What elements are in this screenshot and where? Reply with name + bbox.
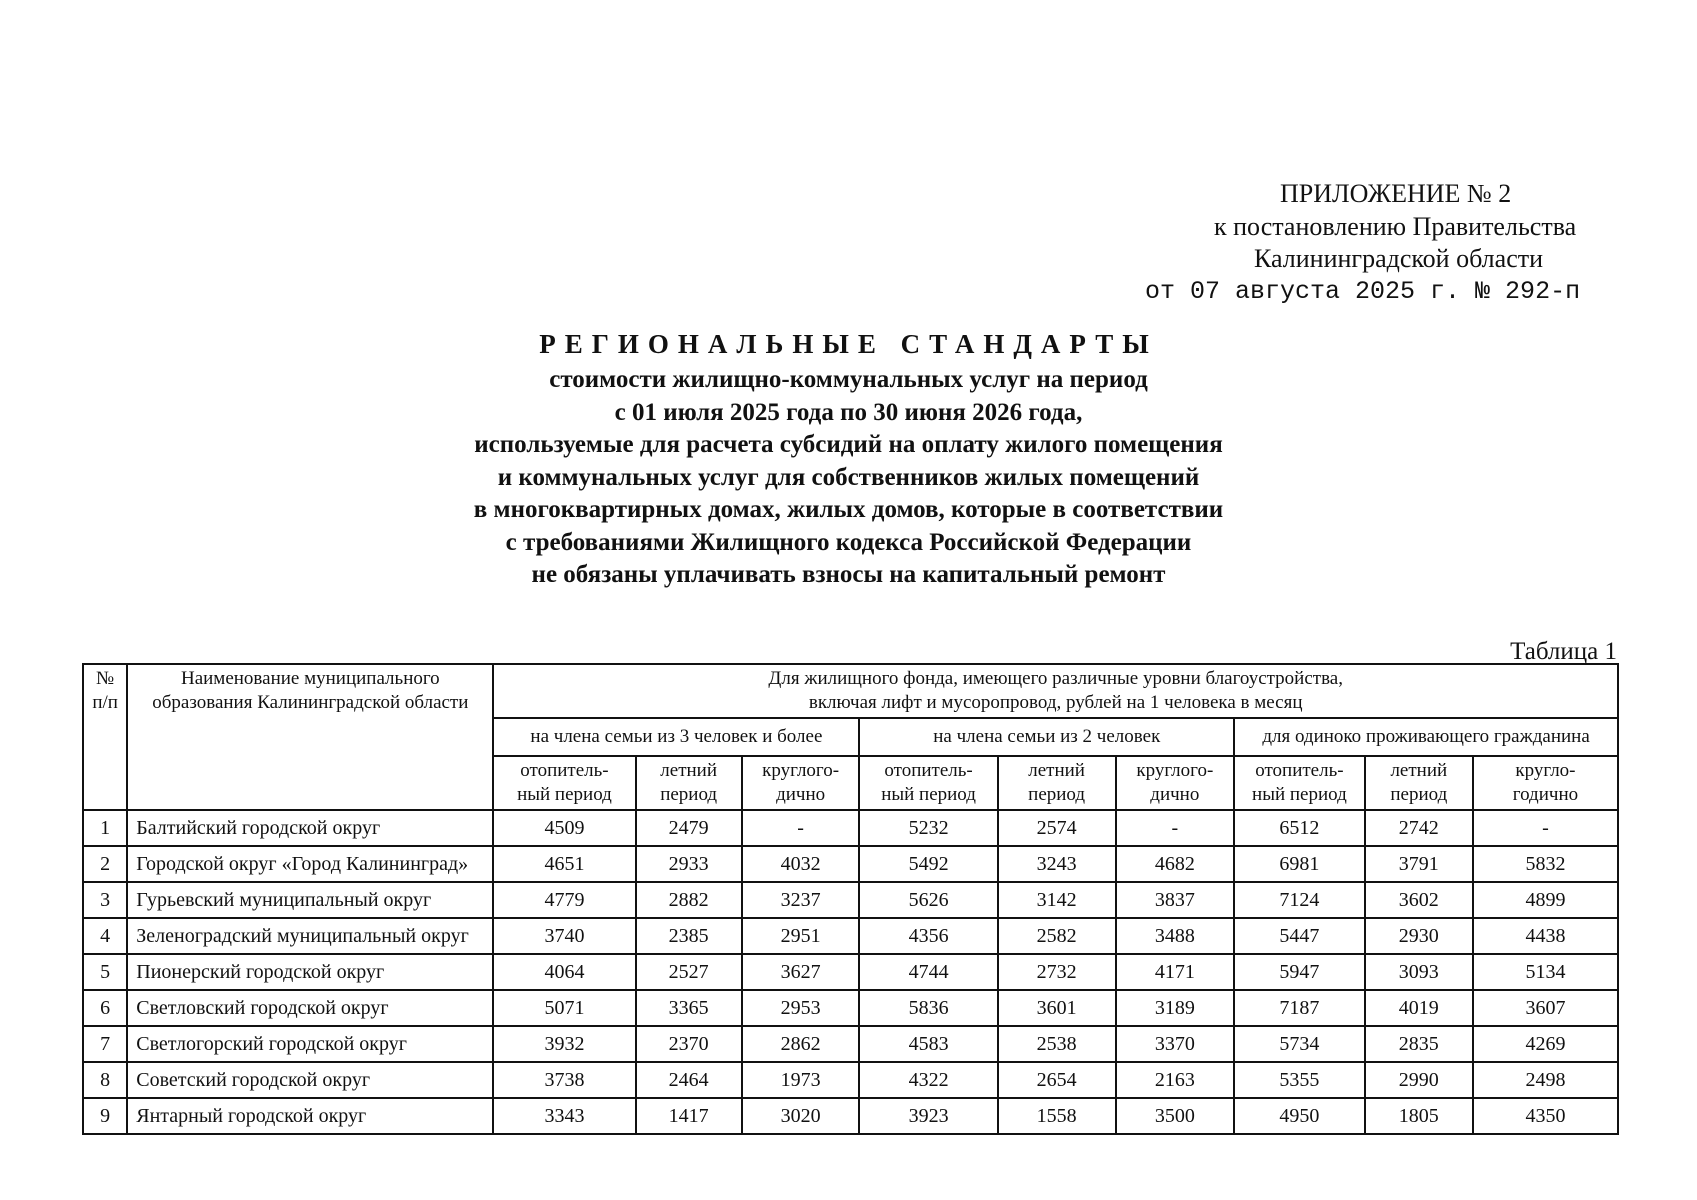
table-row: [83, 1026, 1618, 1062]
municipality-name: Зеленоградский муниципальный округ: [127, 918, 493, 954]
title-line: не обязаны уплачивать взносы на капитальный ремонт: [531, 561, 1166, 588]
value-cell: 3020: [742, 1098, 860, 1134]
header-col: летний период: [636, 756, 742, 810]
value-cell: 5832: [1473, 846, 1618, 882]
table-row: [83, 1062, 1618, 1098]
value-cell: 7187: [1234, 990, 1365, 1026]
value-cell: 3837: [1116, 882, 1235, 918]
value-cell: 6512: [1234, 810, 1365, 846]
value-cell: 2933: [636, 846, 742, 882]
row-number: 4: [83, 918, 127, 954]
value-cell: 2732: [998, 954, 1116, 990]
row-number: 2: [83, 846, 127, 882]
value-cell: 4171: [1116, 954, 1235, 990]
value-cell: 3738: [493, 1062, 635, 1098]
value-cell: 5447: [1234, 918, 1365, 954]
standards-table: [82, 663, 1619, 1135]
value-cell: 5836: [859, 990, 997, 1026]
value-cell: 3923: [859, 1098, 997, 1134]
annex-line-resolution: к постановлению Правительства: [1214, 211, 1577, 241]
row-number: 7: [83, 1026, 127, 1062]
value-cell: 4269: [1473, 1026, 1618, 1062]
row-number: 9: [83, 1098, 127, 1134]
value-cell: -: [1473, 810, 1618, 846]
value-cell: 4509: [493, 810, 635, 846]
value-cell: 5947: [1234, 954, 1365, 990]
value-cell: 4682: [1116, 846, 1235, 882]
value-cell: 5626: [859, 882, 997, 918]
value-cell: 3500: [1116, 1098, 1235, 1134]
value-cell: 5134: [1473, 954, 1618, 990]
value-cell: 1973: [742, 1062, 860, 1098]
value-cell: 2370: [636, 1026, 742, 1062]
value-cell: 3343: [493, 1098, 635, 1134]
title-line: с 01 июля 2025 года по 30 июня 2026 года,: [614, 398, 1083, 426]
value-cell: 3488: [1116, 918, 1235, 954]
table-row: [83, 846, 1618, 882]
value-cell: 2464: [636, 1062, 742, 1098]
value-cell: 4744: [859, 954, 997, 990]
value-cell: 2654: [998, 1062, 1116, 1098]
municipality-name: Советский городской округ: [127, 1062, 493, 1098]
document-title: [0, 325, 1697, 592]
value-cell: 2574: [998, 810, 1116, 846]
title-line: стоимости жилищно-коммунальных услуг на период: [549, 366, 1148, 393]
value-cell: 1558: [998, 1098, 1116, 1134]
value-cell: 2953: [742, 990, 860, 1026]
value-cell: 7124: [1234, 882, 1365, 918]
table-row: [83, 918, 1618, 954]
value-cell: 4779: [493, 882, 635, 918]
value-cell: -: [1116, 810, 1235, 846]
value-cell: 4019: [1365, 990, 1473, 1026]
value-cell: 2385: [636, 918, 742, 954]
annex-header: [1070, 178, 1630, 308]
annex-line-region: Калининградской области: [1254, 244, 1544, 273]
header-col: кругло- годично: [1473, 756, 1618, 810]
value-cell: 4583: [859, 1026, 997, 1062]
header-col: отопитель- ный период: [493, 756, 635, 810]
header-family-2: на члена семьи из 2 человек: [859, 718, 1234, 756]
municipality-name: Светлогорский городской округ: [127, 1026, 493, 1062]
title-line: в многоквартирных домах, жилых домов, которые в соответствии: [473, 496, 1224, 523]
table-row: [83, 954, 1618, 990]
value-cell: 2990: [1365, 1062, 1473, 1098]
title-line: с требованиями Жилищного кодекса Российской Федерации: [505, 528, 1192, 556]
value-cell: 4064: [493, 954, 635, 990]
value-cell: 1417: [636, 1098, 742, 1134]
municipality-name: Гурьевский муниципальный округ: [127, 882, 493, 918]
header-col: круглого- дично: [1116, 756, 1235, 810]
value-cell: 3932: [493, 1026, 635, 1062]
table-label: Таблица 1: [1510, 638, 1617, 665]
value-cell: 3791: [1365, 846, 1473, 882]
header-single: для одиноко проживающего гражданина: [1234, 718, 1618, 756]
value-cell: 3093: [1365, 954, 1473, 990]
value-cell: 3237: [742, 882, 860, 918]
table-row: [83, 810, 1618, 846]
row-number: 1: [83, 810, 127, 846]
value-cell: 2862: [742, 1026, 860, 1062]
value-cell: 2835: [1365, 1026, 1473, 1062]
header-col: летний период: [998, 756, 1116, 810]
value-cell: 2582: [998, 918, 1116, 954]
row-number: 8: [83, 1062, 127, 1098]
header-col: летний период: [1365, 756, 1473, 810]
header-col: отопитель- ный период: [1234, 756, 1365, 810]
value-cell: 2527: [636, 954, 742, 990]
value-cell: 3243: [998, 846, 1116, 882]
value-cell: 3601: [998, 990, 1116, 1026]
value-cell: -: [742, 810, 860, 846]
table-row: [83, 1098, 1618, 1134]
value-cell: 3602: [1365, 882, 1473, 918]
value-cell: 2498: [1473, 1062, 1618, 1098]
value-cell: 3370: [1116, 1026, 1235, 1062]
annex-number: ПРИЛОЖЕНИЕ № 2: [1280, 179, 1512, 208]
municipality-name: Светловский городской округ: [127, 990, 493, 1026]
value-cell: 5492: [859, 846, 997, 882]
value-cell: 4950: [1234, 1098, 1365, 1134]
value-cell: 4438: [1473, 918, 1618, 954]
value-cell: 2930: [1365, 918, 1473, 954]
value-cell: 4322: [859, 1062, 997, 1098]
value-cell: 2882: [636, 882, 742, 918]
value-cell: 6981: [1234, 846, 1365, 882]
header-housing-group: Для жилищного фонда, имеющего различные уровни благоустройства, включая лифт и мусоропровод, рублей на 1 человека в месяц: [493, 664, 1618, 718]
value-cell: 1805: [1365, 1098, 1473, 1134]
table-row: [83, 882, 1618, 918]
header-family-3plus: на члена семьи из 3 человек и более: [493, 718, 859, 756]
title-line: используемые для расчета субсидий на оплату жилого помещения: [474, 431, 1223, 458]
header-col: круглого- дично: [742, 756, 860, 810]
value-cell: 2479: [636, 810, 742, 846]
value-cell: 4350: [1473, 1098, 1618, 1134]
value-cell: 3627: [742, 954, 860, 990]
title-heading: РЕГИОНАЛЬНЫЕ СТАНДАРТЫ: [539, 329, 1158, 359]
value-cell: 2742: [1365, 810, 1473, 846]
value-cell: 3740: [493, 918, 635, 954]
value-cell: 2163: [1116, 1062, 1235, 1098]
value-cell: 5734: [1234, 1026, 1365, 1062]
municipality-name: Янтарный городской округ: [127, 1098, 493, 1134]
table-row: [83, 990, 1618, 1026]
value-cell: 3142: [998, 882, 1116, 918]
value-cell: 5071: [493, 990, 635, 1026]
value-cell: 4356: [859, 918, 997, 954]
annex-line-date: от 07 августа 2025 г. № 292-п: [1145, 276, 1581, 306]
value-cell: 4651: [493, 846, 635, 882]
row-number: 6: [83, 990, 127, 1026]
municipality-name: Городской округ «Город Калининград»: [127, 846, 493, 882]
title-line: и коммунальных услуг для собственников жилых помещений: [497, 463, 1200, 491]
header-municipality: Наименование муниципального образования Калининградской области: [127, 664, 493, 810]
value-cell: 3189: [1116, 990, 1235, 1026]
value-cell: 2538: [998, 1026, 1116, 1062]
value-cell: 2951: [742, 918, 860, 954]
municipality-name: Балтийский городской округ: [127, 810, 493, 846]
header-number: № п/п: [83, 664, 127, 810]
value-cell: 5232: [859, 810, 997, 846]
value-cell: 5355: [1234, 1062, 1365, 1098]
value-cell: 4032: [742, 846, 860, 882]
row-number: 5: [83, 954, 127, 990]
value-cell: 3607: [1473, 990, 1618, 1026]
value-cell: 3365: [636, 990, 742, 1026]
municipality-name: Пионерский городской округ: [127, 954, 493, 990]
row-number: 3: [83, 882, 127, 918]
header-col: отопитель- ный период: [859, 756, 997, 810]
value-cell: 4899: [1473, 882, 1618, 918]
